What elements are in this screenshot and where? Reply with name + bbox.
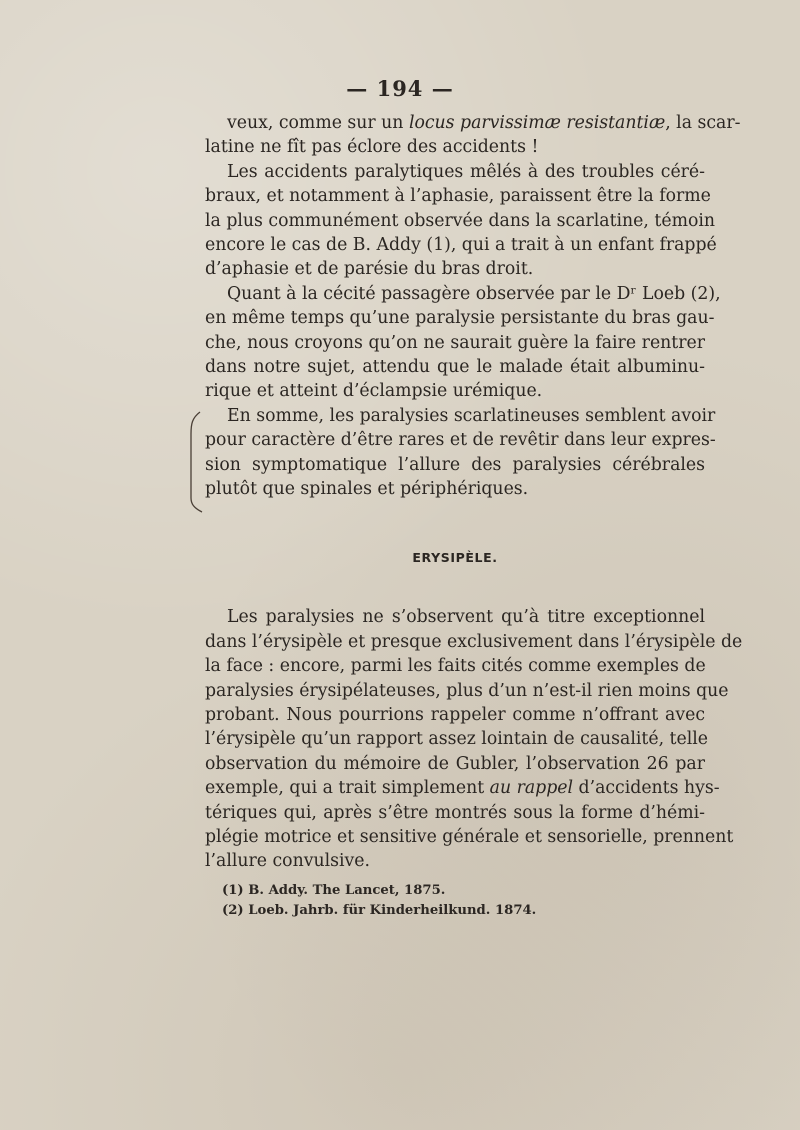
text-line [205, 184, 711, 208]
text-segment: l’allure convulsive. [205, 851, 370, 872]
text-segment: encore le cas de B. Addy (1), qui a trait à un enfant frappé [205, 235, 717, 256]
text-line [205, 703, 705, 727]
text-segment: Les paralysies ne s’observent qu’à titre exceptionnel [227, 607, 705, 628]
text-line [205, 282, 721, 306]
text-segment: Quant à la cécité passagère observée par le Dʳ Loeb (2), [227, 283, 721, 304]
text-segment: la plus communément observée dans la scarlatine, témoin [205, 210, 716, 231]
text-line [205, 331, 705, 355]
text-line [205, 160, 705, 184]
italic-phrase: locus parvissimæ resistantiæ [408, 113, 666, 133]
text-line [205, 630, 743, 654]
text-segment: En somme, les paralysies scarlatineuses semblent avoir [227, 405, 716, 426]
text-segment: d’aphasie et de parésie du bras droit. [205, 259, 534, 280]
text-segment: veux, comme sur un [227, 113, 409, 133]
footnotes [222, 881, 702, 921]
paragraph [205, 605, 743, 873]
text-line [205, 825, 734, 849]
text-line [205, 209, 716, 233]
text-segment: sion symptomatique l’allure des paralysies cérébrales [205, 454, 705, 475]
text-segment: plégie motrice et sensitive générale et sensorielle, prennent [205, 826, 734, 847]
paragraph [205, 160, 717, 282]
paragraph [205, 282, 721, 404]
italic-phrase: au rappel [489, 778, 574, 799]
text-line [205, 727, 709, 751]
section-title: ERYSIPÈLE. [412, 550, 498, 565]
footnote: (2) Loeb. Jahrb. für Kinderheilkund. 1874. [222, 903, 537, 918]
text-line [205, 306, 715, 330]
text-segment: , la scar- [665, 113, 741, 133]
text-segment: rique et atteint d’éclampsie urémique. [205, 381, 543, 402]
text-segment: plutôt que spinales et périphériques. [205, 479, 529, 500]
main-text-top [205, 111, 741, 502]
text-line [205, 849, 705, 873]
text-line [205, 355, 705, 379]
text-segment: probant. Nous pourrions rappeler comme n’offrant avec [205, 704, 705, 725]
text-segment: pour caractère d’être rares et de revêtir dans leur expres- [205, 430, 716, 451]
text-line [205, 404, 716, 428]
text-line [205, 379, 705, 403]
text-line [205, 428, 716, 452]
text-segment: braux, et notamment à l’aphasie, paraissent être la forme [205, 186, 711, 207]
paragraph [205, 111, 741, 160]
text-line [205, 776, 720, 800]
text-segment: latine ne fît pas éclore des accidents ! [205, 137, 539, 158]
text-segment: paralysies érysipélateuses, plus d’un n’est-il rien moins que [205, 680, 729, 701]
text-segment: tériques qui, après s’être montrés sous la forme d’hémi- [205, 802, 705, 823]
main-text-bottom [205, 588, 743, 891]
text-segment: dans notre sujet, attendu que le malade était albuminu- [205, 357, 705, 378]
text-segment: l’érysipèle qu’un rapport assez lointain de causalité, telle [205, 729, 709, 750]
text-line [205, 111, 741, 135]
text-segment: en même temps qu’une paralysie persistante du bras gau- [205, 308, 715, 329]
text-line [205, 679, 729, 703]
text-segment: che, nous croyons qu’on ne saurait guère la faire rentrer [205, 332, 705, 353]
page-number: — 194 — [346, 76, 454, 101]
text-line [205, 453, 705, 477]
paragraph [205, 404, 716, 502]
margin-bracket-mark [188, 410, 204, 514]
text-line [205, 257, 705, 281]
text-segment: la face : encore, parmi les faits cités comme exemples de [205, 656, 706, 677]
text-line [205, 233, 717, 257]
text-line [205, 135, 705, 159]
text-line [205, 477, 705, 501]
text-line [205, 654, 705, 678]
text-line [205, 752, 705, 776]
text-segment: exemple, qui a trait simplement [205, 778, 490, 799]
text-line [205, 605, 705, 629]
text-segment: observation du mémoire de Gubler, l’observation 26 par [205, 753, 705, 774]
text-segment: d’accidents hys- [573, 778, 720, 799]
text-line [205, 801, 705, 825]
text-segment: Les accidents paralytiques mêlés à des troubles céré- [227, 161, 705, 182]
footnote: (1) B. Addy. The Lancet, 1875. [222, 883, 446, 898]
text-segment: dans l’érysipèle et presque exclusivement dans l’érysipèle de [205, 631, 743, 652]
